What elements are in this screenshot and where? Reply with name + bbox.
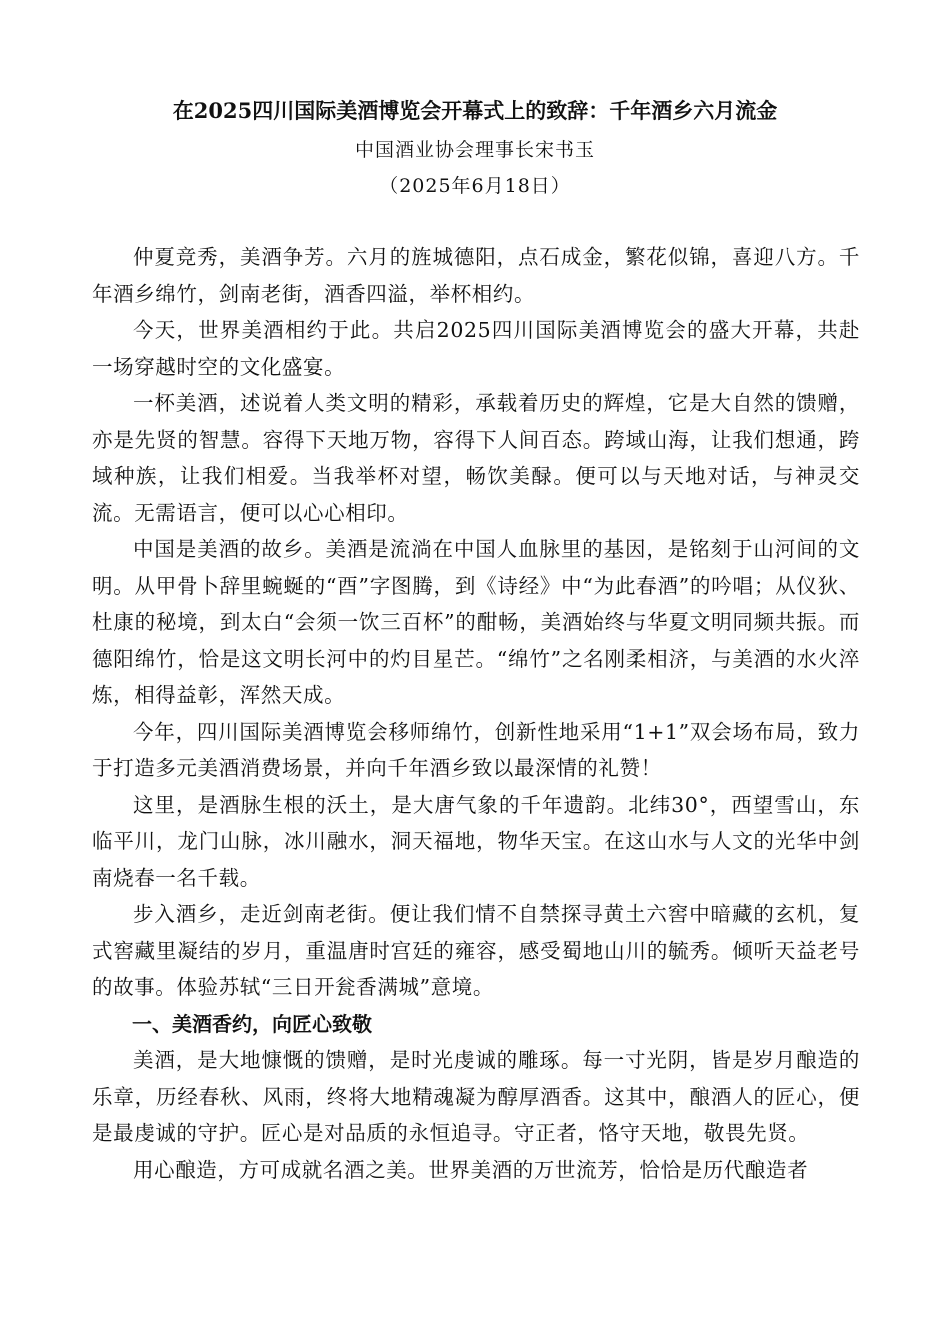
paragraph: 美酒，是大地慷慨的馈赠，是时光虔诚的雕琢。每一寸光阴，皆是岁月酿造的乐章，历经春秋、风雨，终将大地精魂凝为醇厚酒香。这其中，酿酒人的匠心，便是最虔诚的守护。匠心是对品质的永恒追寻。守正者，恪守天地，敬畏先贤。 <box>92 1048 860 1145</box>
body-text <box>92 239 860 1188</box>
document-title: 在2025四川国际美酒博览会开幕式上的致辞：千年酒乡六月流金 <box>172 98 778 123</box>
author-line: 中国酒业协会理事长宋书玉 <box>354 139 595 161</box>
section-heading: 一、美酒香约，向匠心致敬 <box>132 1011 372 1036</box>
paragraph: 这里，是酒脉生根的沃土，是大唐气象的千年遗韵。北纬30°，西望雪山，东临平川，龙门山脉，冰川融水，洞天福地，物华天宝。在这山水与人文的光华中剑南烧春一名千载。 <box>92 792 860 890</box>
paragraph: 仲夏竞秀，美酒争芳。六月的旌城德阳，点石成金，繁花似锦，喜迎八方。千年酒乡绵竹，剑南老街，酒香四溢，举杯相约。 <box>92 245 860 306</box>
paragraph: 中国是美酒的故乡。美酒是流淌在中国人血脉里的基因，是铭刻于山河间的文明。从甲骨卜辞里蜿蜒的“酉”字图腾，到《诗经》中“为此春酒”的吟唱；从仪狄、杜康的秘境，到太白“会须一饮三百杯”的酣畅，美酒始终与华夏文明同频共振。而德阳绵竹，恰是这文明长河中的灼目星芒。“绵竹”之名刚柔相济，与美酒的水火淬炼，相得益彰，浑然天成。 <box>92 537 860 707</box>
paragraph: 今年，四川国际美酒博览会移师绵竹，创新性地采用“1+1”双会场布局，致力于打造多元美酒消费场景，并向千年酒乡致以最深情的礼赞！ <box>92 719 860 780</box>
paragraph: 步入酒乡，走近剑南老街。便让我们情不自禁探寻黄土六窖中暗藏的玄机，复式窖藏里凝结的岁月，重温唐时宫廷的雍容，感受蜀地山川的毓秀。倾听天益老号的故事。体验苏轼“三日开瓮香满城”意境。 <box>92 902 860 999</box>
paragraph: 用心酿造，方可成就名酒之美。世界美酒的万世流芳，恰恰是历代酿造者 <box>133 1157 809 1182</box>
paragraph: 一杯美酒，述说着人类文明的精彩，承载着历史的辉煌，它是大自然的馈赠，亦是先贤的智慧。容得下天地万物，容得下人间百态。跨域山海，让我们想通，跨域种族，让我们相爱。当我举杯对望，畅饮美醁。便可以与天地对话，与神灵交流。无需语言，便可以心心相印。 <box>92 391 860 525</box>
paragraph: 今天，世界美酒相约于此。共启2025四川国际美酒博览会的盛大开幕，共赴一场穿越时空的文化盛宴。 <box>92 318 860 379</box>
date-line: （2025年6月18日） <box>379 175 571 197</box>
